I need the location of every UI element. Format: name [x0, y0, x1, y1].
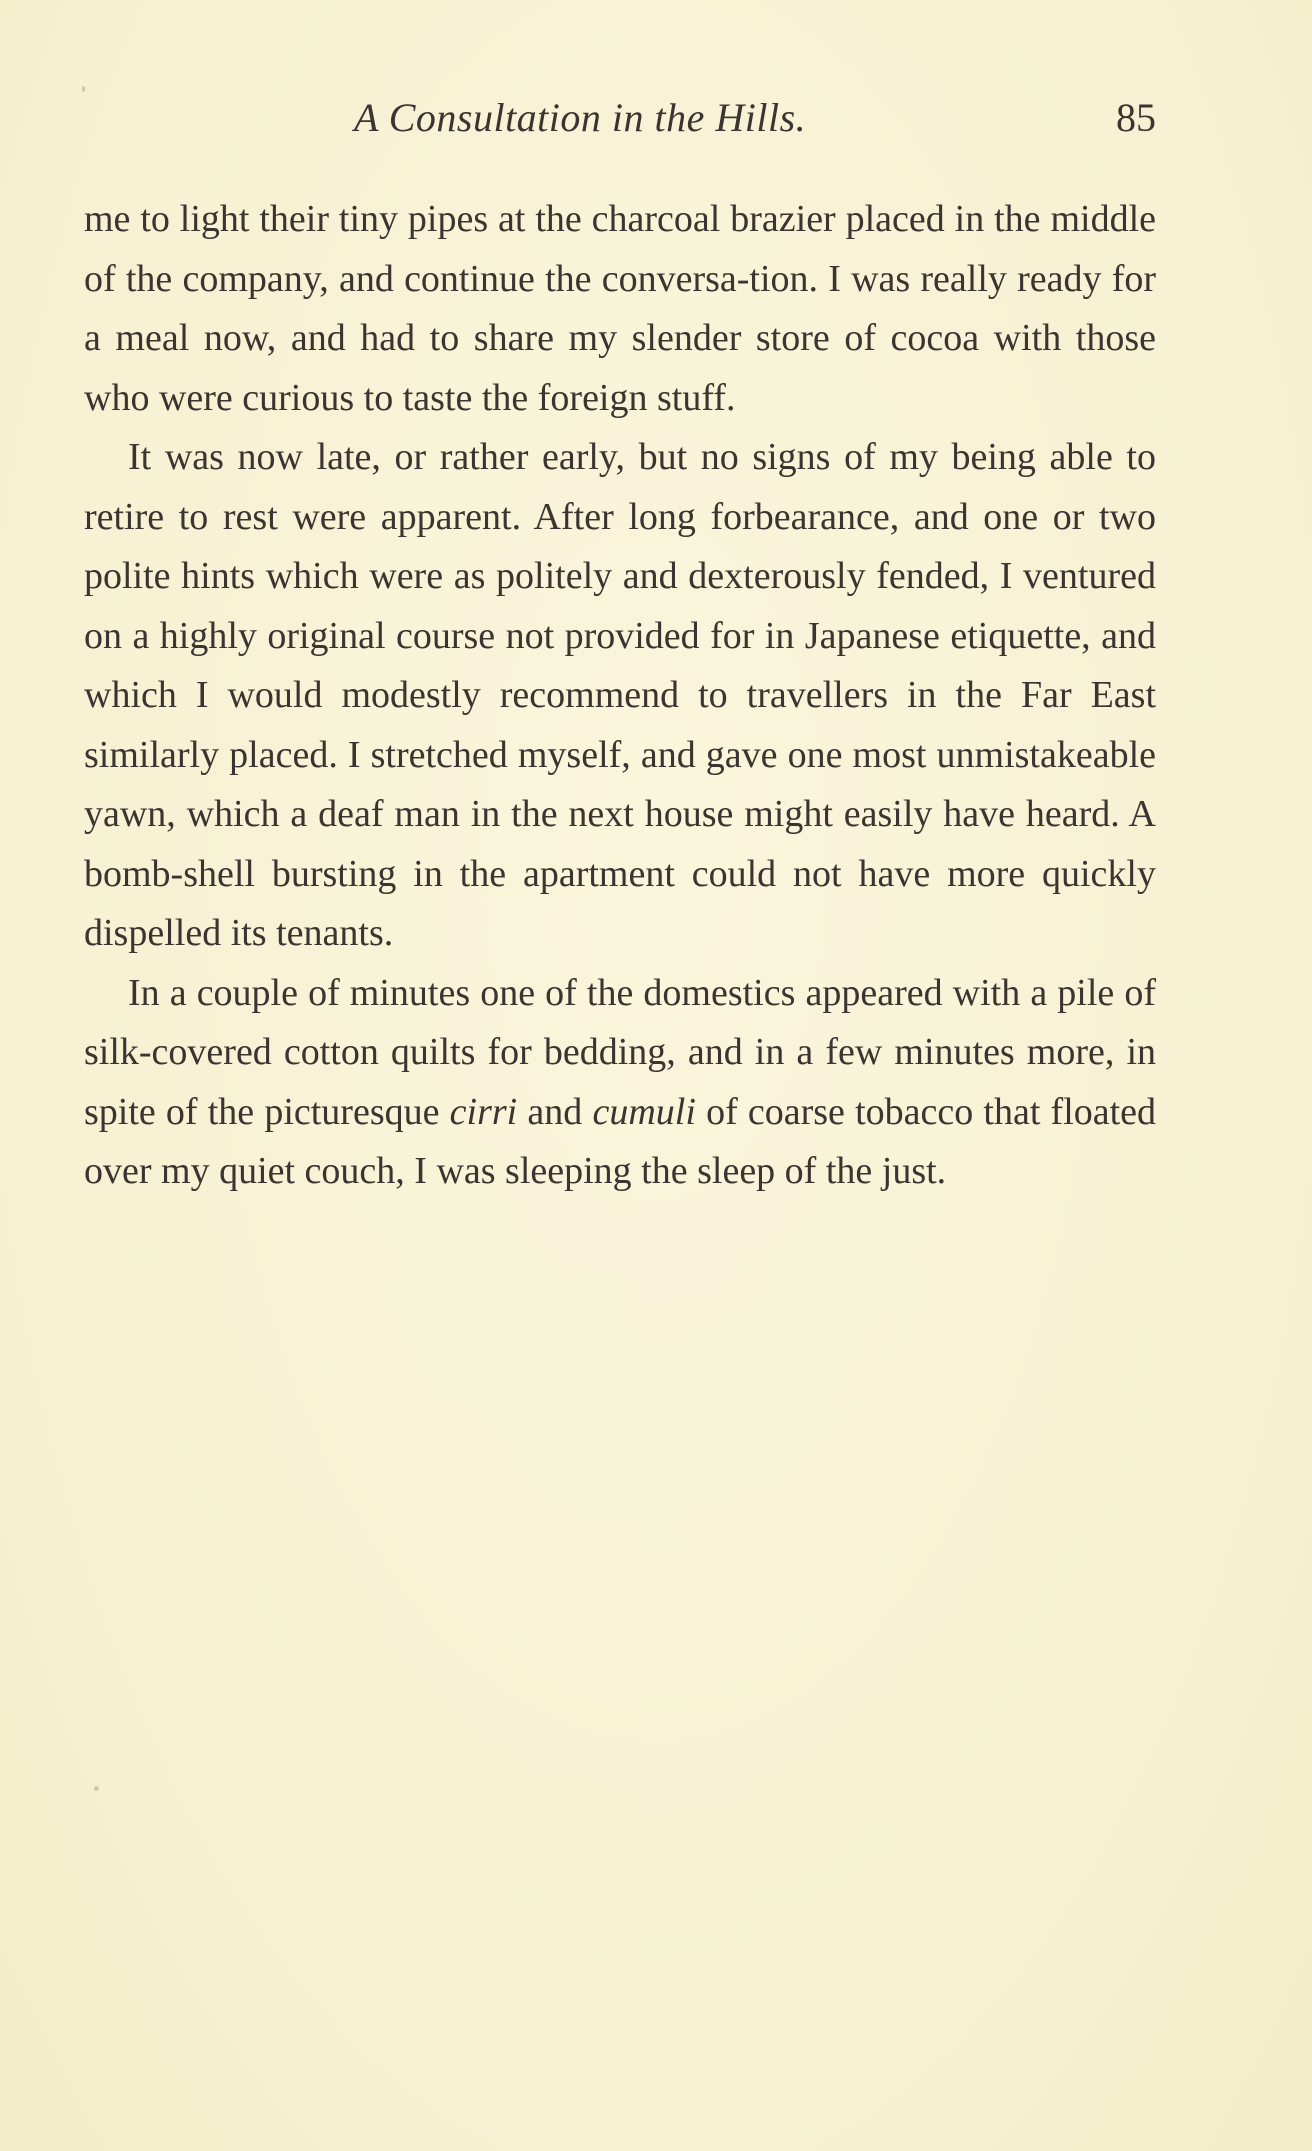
paragraph-3-text-b: and	[527, 1090, 583, 1133]
paragraph-3-text-c: of coarse tobacco that floated over my quiet couch, I was sleeping the sleep of the just.	[84, 1090, 1157, 1192]
paper-speck	[82, 86, 85, 92]
italic-word-cirri: cirri	[449, 1090, 518, 1133]
page-number: 85	[1116, 95, 1156, 140]
paragraph-3-text-a: In a couple of minutes one of the domestics appeared with a pile of silk-covered cotton quilts for bedding, and in a few minutes more, in spite of the picturesque	[84, 971, 1156, 1133]
body-text	[84, 190, 1156, 1202]
paragraph-1: me to light their tiny pipes at the charcoal brazier placed in the middle of the company, and continue the conversa-tion. I was really ready for a meal now, and had to share my slender store of cocoa with those who were curious to taste the foreign stuff.	[84, 198, 1156, 419]
running-title: A Consultation in the Hills.	[354, 95, 807, 140]
paper-speck	[94, 1786, 99, 1791]
italic-word-cumuli: cumuli	[592, 1090, 696, 1133]
running-head	[84, 88, 1156, 148]
paragraph-2: It was now late, or rather early, but no signs of my being able to retire to rest were apparent. After long forbearance, and one or two polite hints which were as politely and dexterously fended, I ventured on a highly original course not provided for in Japanese etiquette, and which I would modestly recommend to travellers in the Far East similarly placed. I stretched myself, and gave one most unmistakeable yawn, which a deaf man in the next house might easily have heard. A bomb-shell bursting in the apartment could not have more quickly dispelled its tenants.	[84, 436, 1156, 954]
paragraph-3	[84, 964, 1156, 1202]
